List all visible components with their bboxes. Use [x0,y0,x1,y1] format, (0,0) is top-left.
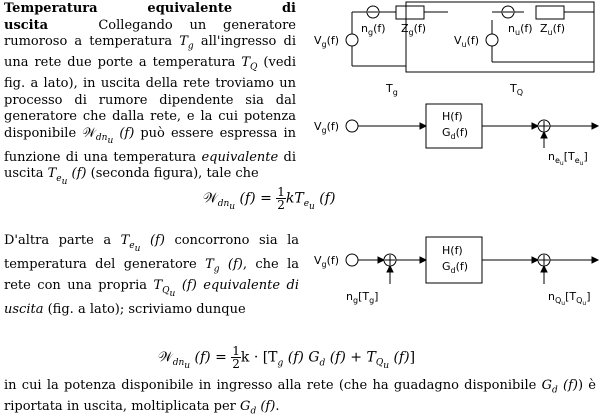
label-vg: $V_g(f)$ [314,254,340,269]
block-diagram [300,232,600,314]
circuit-figure-generator-and-network [300,0,600,100]
equation-1: 𝒲$_{dn_u}$ (f) = $\frac{1}{2}$ $kT_{e_u}$ (f) [203,185,336,213]
section-heading: Temperatura equivalente di uscita [4,1,296,33]
voltage-source-icon [346,34,358,46]
label-ng: $n_g[T_g]$ [346,290,379,305]
label-zg: $Z_g(f)$ [401,22,427,37]
label-vg: $V_g(f)$ [314,120,340,135]
label-tq: $T_Q$ [510,82,524,97]
fraction-half: $\frac{1}{2}$ [232,344,240,371]
arrow-icon [387,266,393,272]
label-gd: $G_d(f)$ [442,260,469,275]
arrow-icon [592,257,598,263]
label-h: H(f) [442,110,463,123]
block-diagram-equivalent-output [300,100,600,170]
label-vg: $V_g(f)$ [314,34,340,49]
arrow-icon [420,257,426,263]
label-tg: $T_g$ [386,82,398,97]
label-h: H(f) [442,244,463,257]
arrow-icon [532,123,538,129]
label-ng: $n_g(f)$ [361,22,386,37]
block-diagram [300,100,600,170]
block-diagram-split-noise [300,232,600,314]
voltage-source-icon [486,34,498,46]
arrow-icon [541,132,547,138]
paragraph-1: Temperatura equivalente di uscita Collegando un generatore rumoroso a temperatura $T_g$ all'ingresso di una rete due porte a temperatura $T_Q$ (vedi fig. a lato), in uscita della rete troviamo un processo di rumore dipendente sia dal generatore che dalla rete, e la cui potenza disponibile 𝒲$_{dn_u}$ (f) può essere espressa in funzione di una temperatura equivalente di uscita $T_{e_u}$ (f) (seconda figura), tale che [4,1,297,187]
arrow-icon [532,257,538,263]
label-zu: $Z_u(f)$ [540,22,566,37]
equation-2: 𝒲$_{dn_u}$ (f) = $\frac{1}{2}$ $k \cdot [T_g$ (f) $G_d$ $(f) + T_{Q_u}$ (f)] [158,344,416,372]
paragraph-3: in cui la potenza disponibile in ingresso alla rete (che ha guadagno disponibile $G_d$ (f)) è riportata in uscita, moltiplicata per $G_d$ (f). [4,378,597,417]
arrow-icon [420,123,426,129]
arrow-icon [378,257,384,263]
label-nq: $n_Qu[T_Qu]$ [548,290,591,307]
arrow-icon [541,266,547,272]
label-neu: $n_eu[T_eu]$ [548,150,588,167]
paragraph-2: D'altra parte a $T_{e_u}$ (f) concorrono sia la temperatura del generatore $T_g$ (f), che la rete con una propria $T_{Q_u}$ (f) equivalente di uscita (fig. a lato); scriviamo dunque [4,233,300,317]
impedance-box-zu [536,6,564,19]
label-gd: $G_d(f)$ [442,126,469,141]
input-port-icon [346,120,358,132]
arrow-icon [592,123,598,129]
impedance-box-zg [396,6,424,19]
input-port-icon [346,254,358,266]
circuit-diagram [300,0,600,100]
label-nu: $n_u(f)$ [508,22,533,37]
label-vu: $V_u(f)$ [454,34,480,49]
fraction-half: $\frac{1}{2}$ [277,185,285,212]
